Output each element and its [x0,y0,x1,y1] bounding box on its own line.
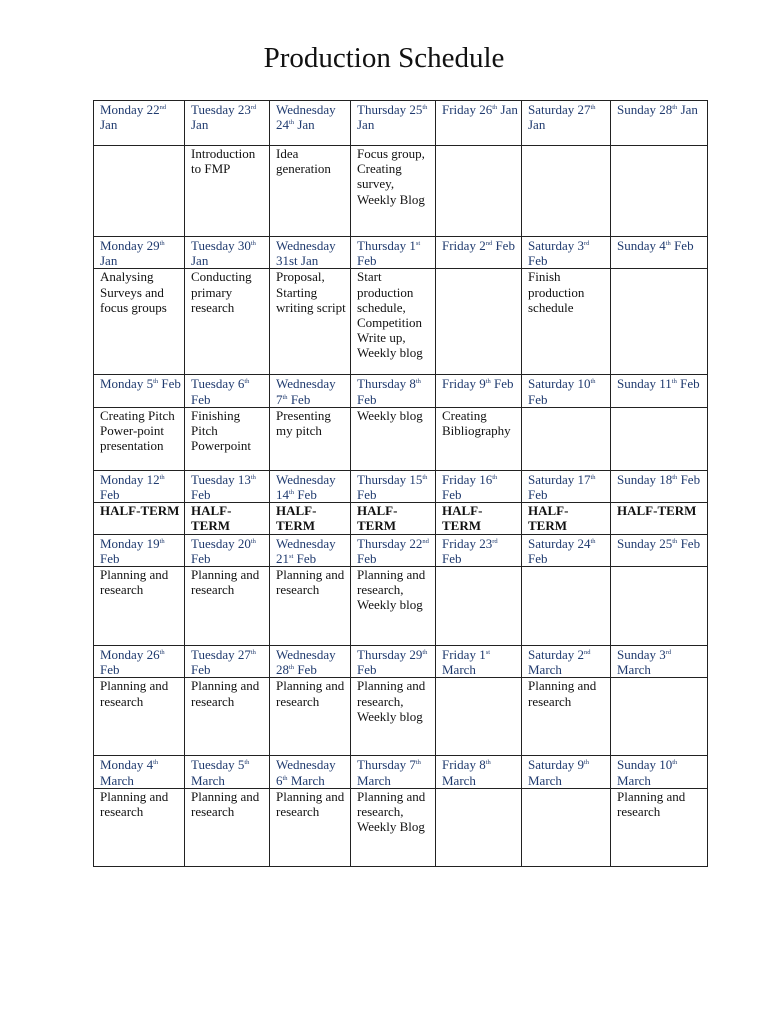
date-text: Wednesday 31st Jan [276,238,336,269]
task-cell [185,146,270,237]
date-ordinal: th [672,759,678,767]
task-text: Planning and research [276,788,345,820]
date-text: Tuesday 13 [191,471,251,487]
task-row [94,407,708,470]
date-text: Wednesday 14 [276,471,336,503]
date-text: Sunday 3 [617,647,666,663]
date-cell [611,237,708,269]
date-ordinal: th [583,759,590,767]
date-cell [94,756,185,788]
task-cell [185,567,270,646]
task-text: Presenting my pitch [276,407,331,439]
date-month: March [191,772,225,788]
date-cell [436,534,522,566]
date-ordinal: th [250,537,256,545]
task-row [94,678,708,756]
half-term-row [94,503,708,534]
date-cell [611,375,708,407]
date-cell [351,237,436,269]
task-text: Finishing Pitch Powerpoint [191,407,251,454]
task-cell [436,567,522,646]
date-text: Saturday 10 [528,376,591,392]
task-cell [94,788,185,866]
date-cell [351,646,436,678]
date-cell [94,375,185,407]
date-ordinal: th [672,537,678,545]
date-ordinal: th [415,378,421,386]
task-text: Start production schedule, Competition Write up, Weekly blog [357,269,423,361]
task-cell [522,269,611,375]
date-month: March [287,772,325,788]
date-ordinal: th [289,664,295,672]
task-row [94,567,708,646]
task-text: Planning and research [100,567,169,598]
date-cell [270,375,351,407]
date-month: Feb [670,238,694,253]
date-cell [94,101,185,146]
task-text: Idea generation [276,146,331,177]
date-month: Feb [100,550,120,566]
date-text: Thursday 1 [357,238,416,253]
task-row [94,146,708,237]
date-month: Jan [294,117,315,133]
date-month: Feb [357,391,377,407]
date-row [94,470,708,502]
date-text: Wednesday 28 [276,647,336,678]
date-month: March [100,772,134,788]
task-cell [436,788,522,866]
task-text: Planning and research [100,788,169,820]
date-month: Feb [100,487,120,503]
date-cell [185,646,270,678]
date-text: Thursday 29 [357,647,423,663]
task-text: Finish production schedule [528,269,585,315]
date-text: Friday 9 [442,376,486,392]
date-month: Feb [490,376,514,392]
task-cell [522,788,611,866]
date-ordinal: rd [492,537,498,545]
date-month: March [528,662,562,678]
date-month: Jan [357,117,375,133]
date-month: Feb [294,487,317,503]
task-cell [185,503,270,534]
task-text: HALF-TERM [442,503,483,534]
date-month: Feb [357,487,377,503]
date-month: March [528,772,562,788]
task-cell [522,407,611,470]
date-month: Feb [677,535,701,551]
task-text: Creating Bibliography [442,407,511,439]
task-text: Focus group, Creating survey, Weekly Blog [357,146,425,207]
date-month: Feb [357,662,377,678]
date-cell [611,646,708,678]
date-month: Feb [191,391,211,407]
date-month: Feb [442,550,462,566]
date-text: Saturday 2 [528,647,584,663]
date-text: Monday 26 [100,647,160,663]
date-month: Feb [528,253,548,269]
date-cell [436,470,522,502]
date-text: Friday 1 [442,647,486,663]
date-month: Jan [677,102,698,117]
date-row [94,237,708,269]
task-cell [611,146,708,237]
date-ordinal: th [672,104,678,111]
date-cell [611,101,708,146]
date-month: Feb [191,550,211,566]
date-cell [611,756,708,788]
task-text: Analysing Surveys and focus groups [100,269,167,315]
date-cell [270,534,351,566]
date-row [94,756,708,788]
task-cell [611,678,708,756]
date-row [94,534,708,566]
date-text: Tuesday 30 [191,238,251,253]
date-cell [185,101,270,146]
task-cell [270,146,351,237]
date-ordinal: th [159,240,165,247]
date-ordinal: st [415,240,421,247]
task-cell [94,407,185,470]
date-text: Saturday 17 [528,471,591,487]
date-text: Saturday 3 [528,238,584,253]
date-text: Wednesday 6 [276,757,336,788]
date-month: Feb [191,487,211,503]
task-text: Weekly blog [357,407,423,423]
task-text: HALF-TERM [276,503,317,534]
date-month: Jan [528,117,546,133]
task-cell [94,503,185,534]
date-ordinal: rd [665,649,672,657]
date-ordinal: st [289,552,294,560]
date-ordinal: nd [485,240,493,247]
date-ordinal: th [159,473,165,481]
date-cell [270,101,351,146]
task-text: HALF-TERM [528,503,569,534]
task-cell [522,146,611,237]
date-month: Feb [528,487,548,503]
task-cell [611,788,708,866]
date-month: Feb [287,391,311,407]
task-row [94,269,708,375]
date-cell [270,470,351,502]
date-cell [436,646,522,678]
date-text: Thursday 8 [357,376,416,392]
task-cell [351,788,436,866]
date-cell [436,375,522,407]
task-cell [436,146,522,237]
date-cell [270,237,351,269]
date-cell [185,756,270,788]
date-text: Saturday 27 [528,102,591,117]
date-cell [611,470,708,502]
date-text: Wednesday 21 [276,535,336,566]
task-cell [522,503,611,534]
date-text: Tuesday 27 [191,647,251,663]
task-cell [185,678,270,756]
date-ordinal: nd [583,649,591,657]
date-ordinal: th [159,537,165,545]
task-cell [351,567,436,646]
date-text: Tuesday 5 [191,757,245,773]
date-text: Sunday 4 [617,238,666,253]
task-cell [270,678,351,756]
date-cell [351,534,436,566]
task-text: Planning and research [617,788,686,820]
task-text: Planning and research [528,678,597,709]
date-month: Jan [100,117,118,133]
date-month: Feb [100,662,120,678]
date-cell [522,375,611,407]
date-ordinal: rd [250,104,257,111]
date-cell [94,534,185,566]
date-month: Jan [497,102,518,117]
date-cell [611,534,708,566]
task-cell [94,146,185,237]
date-ordinal: nd [159,104,167,111]
date-text: Monday 19 [100,535,160,551]
date-ordinal: th [671,378,677,386]
date-ordinal: th [250,649,256,657]
date-ordinal: th [153,378,159,386]
date-text: Wednesday 24 [276,102,336,133]
date-cell [436,756,522,788]
task-cell [436,503,522,534]
date-ordinal: nd [422,537,429,545]
task-text: Planning and research [276,678,345,709]
date-cell [185,375,270,407]
date-ordinal: th [422,473,428,481]
task-cell [522,567,611,646]
task-row [94,788,708,866]
date-ordinal: th [159,649,165,657]
date-cell [522,534,611,566]
date-cell [270,646,351,678]
date-month: Feb [442,487,462,503]
task-cell [270,269,351,375]
date-row [94,646,708,678]
task-cell [94,567,185,646]
date-row [94,101,708,146]
date-ordinal: rd [583,240,590,247]
task-text: Planning and research [100,678,169,709]
date-cell [351,470,436,502]
task-text: Planning and research, Weekly blog [357,567,426,613]
date-month: Feb [528,391,548,407]
task-text: Creating Pitch Power-point presentation [100,407,175,454]
task-cell [270,788,351,866]
date-cell [436,101,522,146]
date-month: March [617,772,651,788]
task-text: HALF-TERM [617,503,697,519]
date-month: Feb [191,662,211,678]
date-ordinal: th [492,473,498,481]
date-cell [522,756,611,788]
date-cell [522,101,611,146]
date-text: Friday 23 [442,535,493,551]
task-text: Planning and research, Weekly blog [357,678,426,724]
task-cell [270,407,351,470]
task-cell [94,678,185,756]
date-text: Friday 2 [442,238,486,253]
date-row [94,375,708,407]
date-cell [351,101,436,146]
task-cell [351,503,436,534]
date-ordinal: th [672,473,678,481]
date-ordinal: th [415,759,421,767]
date-cell [94,646,185,678]
task-text: Planning and research [191,567,260,598]
date-text: Monday 5 [100,376,154,392]
task-cell [522,678,611,756]
date-ordinal: th [250,473,256,481]
date-ordinal: st [485,649,491,657]
date-month: March [357,772,391,788]
date-cell [522,470,611,502]
page-title: Production Schedule [263,42,505,74]
task-text: HALF-TERM [100,503,180,519]
date-text: Sunday 10 [617,757,673,773]
date-ordinal: th [250,240,256,247]
date-text: Monday 4 [100,757,154,773]
date-month: Jan [191,253,209,269]
date-cell [270,756,351,788]
date-ordinal: th [492,104,498,111]
date-ordinal: th [590,104,596,111]
date-ordinal: th [590,537,596,545]
task-text: Introduction to FMP [191,146,256,177]
task-cell [351,678,436,756]
date-ordinal: th [485,759,491,767]
date-ordinal: th [422,104,428,111]
date-month: Feb [293,550,317,566]
date-text: Wednesday 7 [276,376,336,407]
task-text: HALF-TERM [357,503,398,534]
date-ordinal: th [485,378,491,386]
date-ordinal: th [665,240,671,247]
date-month: Jan [191,117,209,133]
date-month: March [442,772,476,788]
task-text: HALF-TERM [191,503,232,534]
date-ordinal: th [422,649,428,657]
task-text: Planning and research [191,788,260,820]
task-cell [611,503,708,534]
date-text: Thursday 15 [357,471,423,487]
date-text: Monday 22 [100,102,160,117]
date-month: Feb [492,238,515,253]
date-ordinal: th [289,119,295,127]
date-cell [522,237,611,269]
date-text: Tuesday 23 [191,102,251,117]
date-text: Thursday 25 [357,102,423,117]
task-text: Proposal, Starting writing script [276,269,346,315]
date-month: Feb [357,253,377,269]
task-cell [94,269,185,375]
task-cell [270,503,351,534]
date-month: Feb [158,376,181,392]
date-text: Monday 29 [100,238,160,253]
date-text: Saturday 9 [528,757,584,773]
task-cell [185,407,270,470]
date-month: March [442,662,476,678]
date-month: Feb [357,550,377,566]
task-text: Planning and research, Weekly Blog [357,788,426,835]
date-month: Feb [528,550,548,566]
date-text: Sunday 11 [617,376,672,392]
task-cell [436,407,522,470]
date-ordinal: th [244,378,250,386]
date-cell [522,646,611,678]
date-cell [94,470,185,502]
date-ordinal: th [244,759,250,767]
schedule-table [93,100,708,867]
date-ordinal: th [282,774,288,782]
task-cell [436,269,522,375]
date-text: Thursday 22 [357,535,423,551]
task-cell [611,269,708,375]
date-ordinal: th [153,759,159,767]
date-cell [185,470,270,502]
date-month: Feb [676,376,700,392]
date-cell [185,534,270,566]
date-text: Monday 12 [100,471,160,487]
date-cell [351,375,436,407]
date-ordinal: th [590,378,596,386]
date-cell [436,237,522,269]
date-text: Thursday 7 [357,757,416,773]
date-ordinal: th [282,393,288,401]
date-cell [351,756,436,788]
date-ordinal: th [590,473,596,481]
date-ordinal: th [289,489,295,497]
task-cell [185,788,270,866]
date-text: Saturday 24 [528,535,591,551]
task-cell [351,407,436,470]
task-cell [351,269,436,375]
date-month: Feb [294,662,317,678]
date-month: Feb [677,471,701,487]
task-cell [611,567,708,646]
task-text: Planning and research [276,567,345,598]
date-text: Sunday 28 [617,102,673,117]
date-month: Jan [100,253,118,269]
date-text: Tuesday 6 [191,376,245,392]
date-text: Friday 16 [442,471,493,487]
task-cell [185,269,270,375]
date-cell [185,237,270,269]
task-cell [351,146,436,237]
task-cell [270,567,351,646]
date-text: Friday 8 [442,757,486,773]
date-text: Sunday 25 [617,535,673,551]
date-text: Tuesday 20 [191,535,251,551]
task-text: Planning and research [191,678,260,709]
task-cell [611,407,708,470]
date-month: March [617,662,651,678]
task-text: Conducting primary research [191,269,252,315]
date-text: Friday 26 [442,102,493,117]
task-cell [436,678,522,756]
date-cell [94,237,185,269]
date-text: Sunday 18 [617,471,673,487]
